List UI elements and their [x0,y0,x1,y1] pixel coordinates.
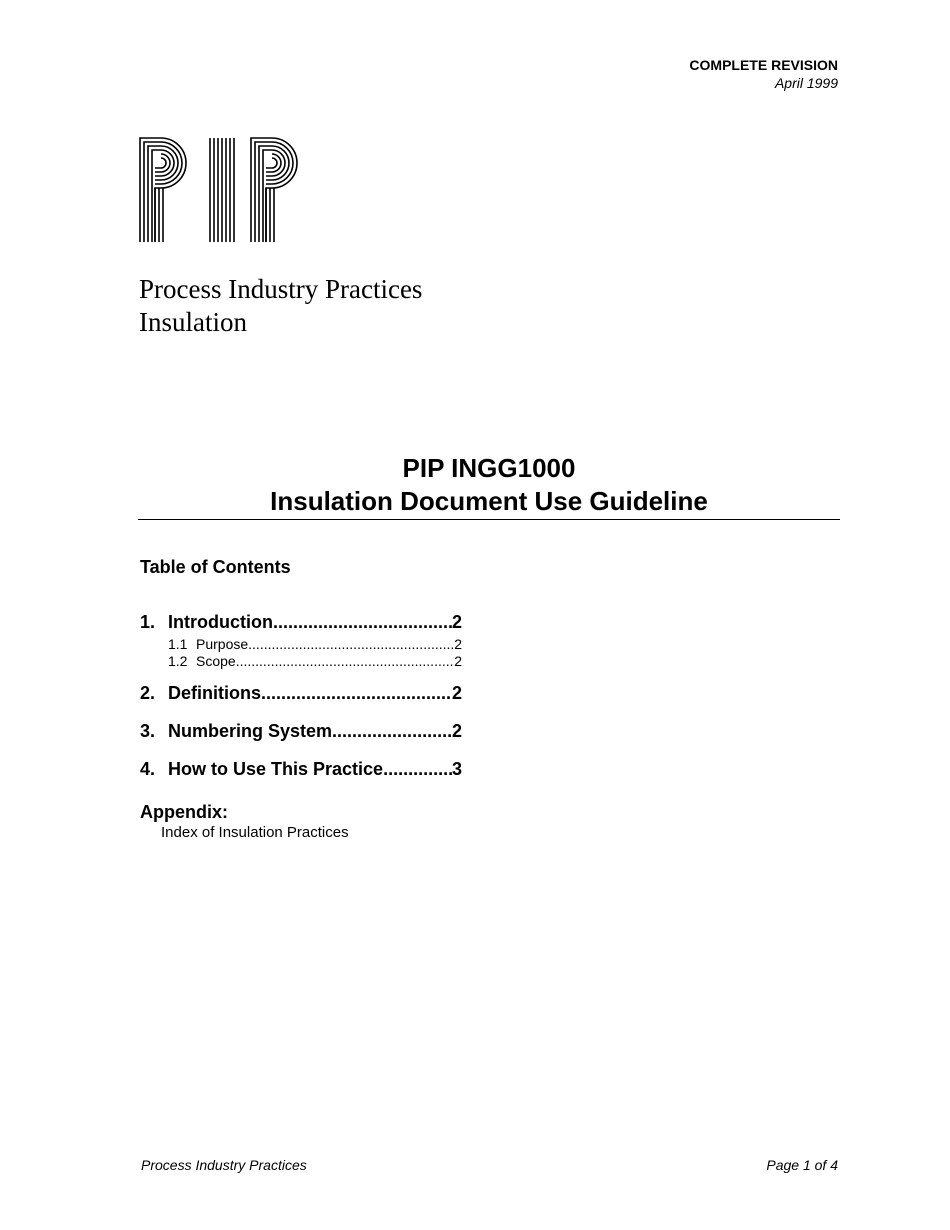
logo-letter-p1 [140,138,186,242]
toc-subitem-page: 2 [454,653,462,669]
toc-heading: Table of Contents [140,557,291,577]
toc-leader-dots [236,653,455,669]
organization-name: Process Industry Practices [139,274,423,304]
table-of-contents [140,612,462,783]
toc-subitem-number: 1.1 [168,636,188,652]
appendix-item-index[interactable]: Index of Insulation Practices [161,824,349,841]
toc-item-label: Introduction [168,612,273,632]
toc-subitem-page: 2 [454,636,462,652]
toc-item-number: 1. [140,612,156,632]
toc-item-label: How to Use This Practice [168,759,384,779]
revision-date: April 1999 [774,75,838,91]
toc-item-number: 4. [140,759,156,779]
title-divider [138,519,840,520]
toc-item-introduction[interactable] [140,612,462,636]
toc-item-number: 2. [140,683,156,703]
revision-status: COMPLETE REVISION [689,57,838,73]
toc-leader-dots [261,683,452,704]
footer-organization: Process Industry Practices [141,1157,307,1173]
toc-item-label: Definitions [168,683,261,703]
toc-item-how-to-use[interactable] [140,759,462,783]
practice-area: Insulation [139,307,247,337]
logo-letter-p2 [251,138,297,242]
toc-subitem-number: 1.2 [168,653,188,669]
logo-letter-i [210,138,234,242]
toc-item-page: 2 [451,683,462,703]
toc-item-number: 3. [140,721,156,741]
toc-item-label: Numbering System [168,721,333,741]
toc-item-definitions[interactable] [140,683,462,707]
document-title-block [138,452,840,518]
pip-logo [139,137,305,243]
toc-subitem-label: Purpose [196,636,249,652]
toc-leader-dots [248,636,454,652]
toc-item-page: 2 [451,721,462,741]
document-title: Insulation Document Use Guideline [270,486,708,516]
toc-item-page: 3 [451,759,462,779]
toc-item-page: 2 [451,612,462,632]
document-number: PIP INGG1000 [402,453,576,483]
toc-leader-dots [332,721,452,742]
toc-subitem-label: Scope [196,653,236,669]
footer-page-number: Page 1 of 4 [766,1157,838,1173]
appendix-heading: Appendix: [140,802,228,822]
toc-leader-dots [383,759,452,780]
toc-leader-dots [273,612,452,633]
toc-subitem-scope[interactable] [140,653,462,670]
toc-subitem-purpose[interactable] [140,636,462,653]
toc-item-numbering-system[interactable] [140,721,462,745]
organization-block [139,273,422,339]
